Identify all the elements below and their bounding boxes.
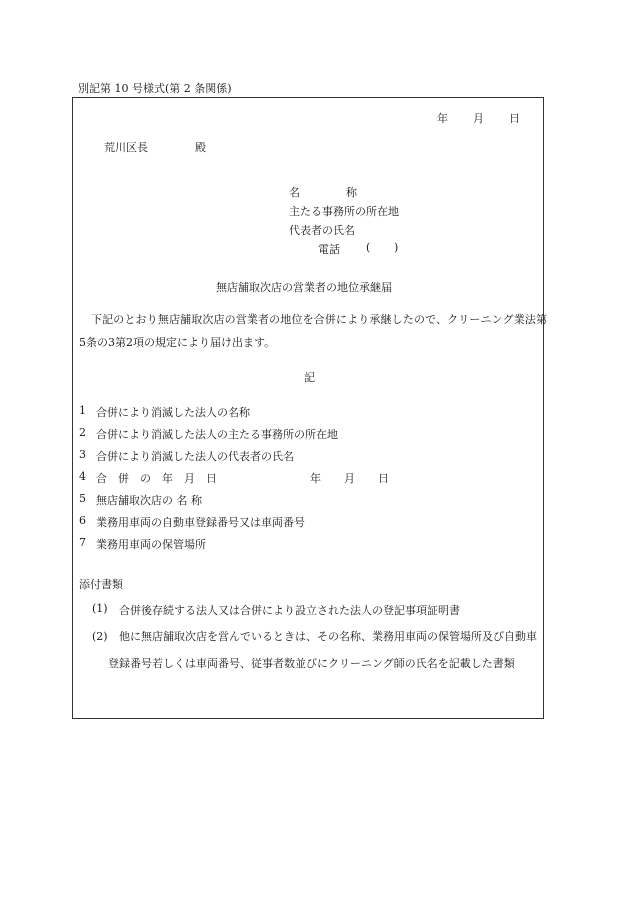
attachment-text-block bbox=[108, 623, 544, 677]
item-text: 無店舗取次店の 名 称 bbox=[96, 494, 202, 507]
item-text: 合併により消滅した法人の名称 bbox=[96, 406, 250, 419]
item-number: 2 bbox=[79, 426, 86, 439]
item-number: 5 bbox=[79, 492, 86, 505]
item-text: 業務用車両の保管場所 bbox=[96, 538, 206, 551]
item-number: 4 bbox=[79, 470, 86, 483]
applicant-name-label-a: 名 bbox=[289, 186, 300, 199]
attachment-text: 他に無店舗取次店を営んでいるときは、その名称、業務用車両の保管場所及び自動車登録番号若しくは車両番号、従事者数並びにクリーニング師の氏名を記載した書類 bbox=[108, 630, 537, 670]
addressee-name: 荒川区長 bbox=[104, 141, 148, 154]
attachment-text: 合併後存続する法人又は合併により設立された法人の登記事項証明書 bbox=[119, 604, 460, 617]
applicant-phone-open: ( bbox=[366, 241, 371, 254]
merger-date-year: 年 bbox=[310, 472, 321, 485]
applicant-office-label: 主たる事務所の所在地 bbox=[289, 205, 399, 218]
date-month-label: 月 bbox=[473, 112, 484, 125]
body-paragraph bbox=[79, 308, 547, 354]
item-text: 合併により消滅した法人の主たる事務所の所在地 bbox=[96, 428, 338, 441]
item-number: 6 bbox=[79, 514, 86, 527]
applicant-phone-close: ) bbox=[394, 241, 399, 254]
merger-date-day: 日 bbox=[378, 472, 389, 485]
addressee-honorific: 殿 bbox=[195, 141, 206, 154]
applicant-representative-label: 代表者の氏名 bbox=[289, 224, 355, 237]
merger-date-month: 月 bbox=[344, 472, 355, 485]
attachments-heading: 添付書類 bbox=[79, 578, 123, 591]
date-day-label: 日 bbox=[509, 112, 520, 125]
item-number: 1 bbox=[79, 404, 86, 417]
item-text: 合 併 の 年 月 日 bbox=[96, 472, 217, 485]
attachment-number: (1) bbox=[92, 602, 108, 615]
document-title: 無店舗取次店の営業者の地位承継届 bbox=[216, 281, 392, 294]
item-number: 7 bbox=[79, 536, 86, 549]
applicant-name-label-b: 称 bbox=[346, 186, 357, 199]
item-text: 合併により消滅した法人の代表者の氏名 bbox=[96, 450, 294, 463]
attachment-number: (2) bbox=[92, 630, 108, 643]
ki-heading: 記 bbox=[304, 371, 315, 384]
applicant-phone-label: 電話 bbox=[318, 243, 340, 256]
body-text: 下記のとおり無店舗取次店の営業者の地位を合併により承継したので、クリーニング業法第5条の3第2項の規定により届け出ます。 bbox=[79, 313, 547, 349]
date-year-label: 年 bbox=[437, 112, 448, 125]
form-header-label: 別記第 10 号様式(第 2 条関係) bbox=[78, 82, 232, 95]
item-number: 3 bbox=[79, 448, 86, 461]
item-text: 業務用車両の自動車登録番号又は車両番号 bbox=[96, 516, 305, 529]
